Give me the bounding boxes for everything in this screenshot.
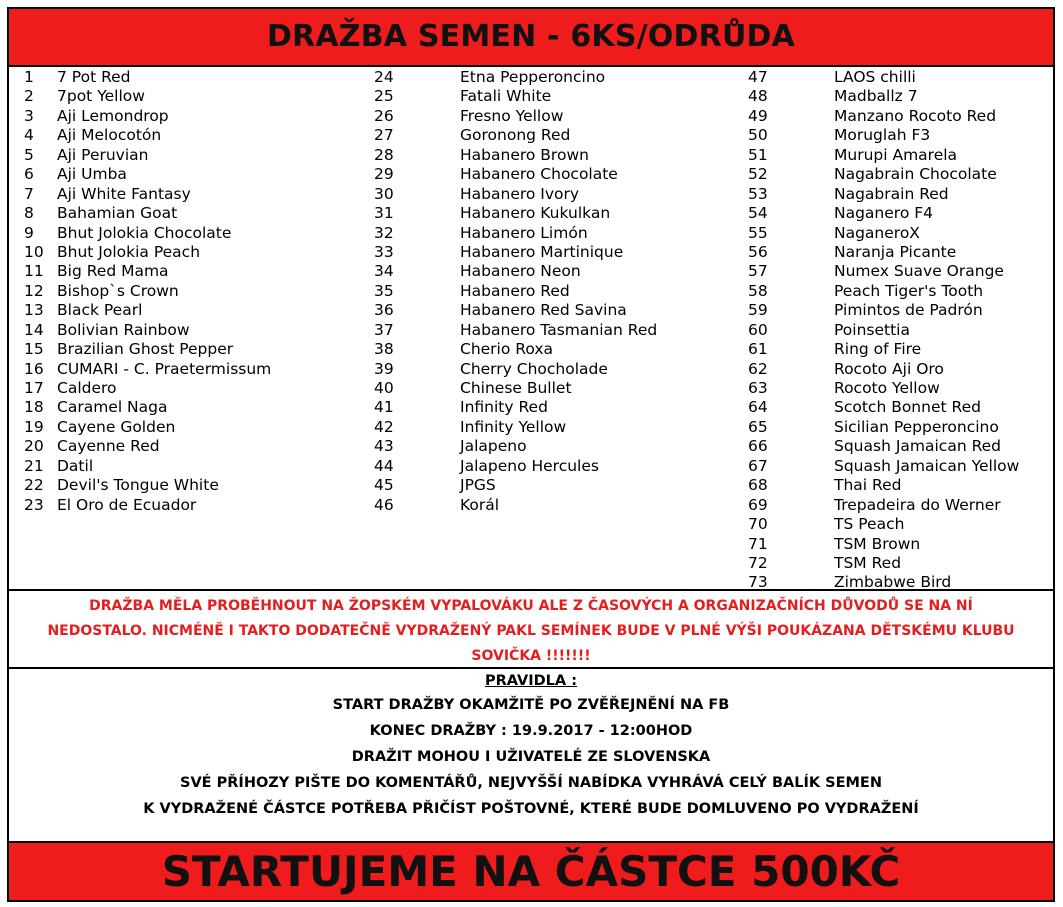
item-name: Black Pearl xyxy=(57,301,143,320)
item-number: 57 xyxy=(748,262,768,281)
item-name: Infinity Yellow xyxy=(460,417,567,436)
item-number: 72 xyxy=(748,553,768,572)
item-number: 68 xyxy=(748,476,768,495)
item-name: Cherry Chocholade xyxy=(460,359,608,378)
item-number: 18 xyxy=(24,398,44,417)
item-number: 34 xyxy=(374,262,394,281)
item-name: JPGS xyxy=(460,476,496,495)
item-name: Pimintos de Padrón xyxy=(834,301,983,320)
item-number: 1 xyxy=(24,68,34,86)
item-number: 59 xyxy=(748,301,768,320)
item-name: Habanero Chocolate xyxy=(460,165,618,184)
item-name: Habanero Ivory xyxy=(460,184,580,203)
item-name: Habanero Limón xyxy=(460,223,588,242)
item-name: Habanero Brown xyxy=(460,145,589,164)
item-name: Zimbabwe Bird xyxy=(834,573,952,592)
item-number: 23 xyxy=(24,495,44,514)
item-name: Squash Jamaican Red xyxy=(834,437,1002,456)
item-name: Fresno Yellow xyxy=(460,106,564,125)
item-name: Thai Red xyxy=(834,476,902,495)
item-name: Jalapeno xyxy=(460,437,527,456)
auction-sheet xyxy=(7,7,1055,902)
item-number: 50 xyxy=(748,126,768,145)
item-number: 61 xyxy=(748,340,768,359)
notice-line: NEDOSTALO. NICMÉNĚ I TAKTO DODATEČNĚ VYDRAŽENÝ PAKL SEMÍNEK BUDE V PLNÉ VÝŠI POUKÁZANA DĚTSKÉMU KLUBU xyxy=(47,623,1015,639)
item-name: Murupi Amarela xyxy=(834,145,958,164)
item-number: 67 xyxy=(748,456,768,475)
item-number: 20 xyxy=(24,437,44,456)
item-number: 33 xyxy=(374,242,394,261)
item-name: Habanero Tasmanian Red xyxy=(460,320,658,339)
item-name: Cherio Roxa xyxy=(460,340,554,359)
starting-price-banner: STARTUJEME NA ČÁSTCE 500KČ xyxy=(9,843,1053,900)
rules-title: PRAVIDLA : xyxy=(485,673,577,689)
item-name: Bhut Jolokia Peach xyxy=(57,242,201,261)
item-name: Peach Tiger's Tooth xyxy=(834,281,984,300)
item-number: 41 xyxy=(374,398,394,417)
notice-line: SOVIČKA !!!!!!! xyxy=(471,648,591,664)
variety-list xyxy=(9,67,1053,591)
item-name: Big Red Mama xyxy=(57,262,169,281)
rules-section xyxy=(9,669,1053,843)
item-number: 46 xyxy=(374,495,394,514)
item-number: 37 xyxy=(374,320,394,339)
item-number: 35 xyxy=(374,281,394,300)
item-name: Etna Pepperoncino xyxy=(460,68,606,86)
item-name: Rocoto Aji Oro xyxy=(834,359,944,378)
notice-text xyxy=(9,591,1053,669)
item-number: 39 xyxy=(374,359,394,378)
item-number: 25 xyxy=(374,87,394,106)
item-name: Aji Umba xyxy=(57,165,127,184)
item-number: 71 xyxy=(748,534,768,553)
item-name: Habanero Kukulkan xyxy=(460,204,611,223)
item-name: TSM Red xyxy=(834,553,902,572)
item-number: 14 xyxy=(24,320,44,339)
item-number: 47 xyxy=(748,68,768,86)
item-name: Infinity Red xyxy=(460,398,548,417)
item-number: 54 xyxy=(748,204,768,223)
item-name: Habanero Red xyxy=(460,281,570,300)
item-number: 12 xyxy=(24,281,44,300)
item-number: 55 xyxy=(748,223,768,242)
item-number: 42 xyxy=(374,417,394,436)
item-number: 19 xyxy=(24,417,44,436)
item-name: NaganeroX xyxy=(834,223,920,242)
item-number: 32 xyxy=(374,223,394,242)
item-number: 6 xyxy=(24,165,34,184)
item-name: Moruglah F3 xyxy=(834,126,931,145)
item-name: Naganero F4 xyxy=(834,204,934,223)
item-name: Scotch Bonnet Red xyxy=(834,398,981,417)
item-name: TSM Brown xyxy=(834,534,921,553)
item-number: 15 xyxy=(24,340,44,359)
item-name: 7pot Yellow xyxy=(57,87,145,106)
item-name: Aji White Fantasy xyxy=(57,184,191,203)
item-number: 48 xyxy=(748,87,768,106)
item-name: Bolivian Rainbow xyxy=(57,320,190,339)
rule-line: SVÉ PŘÍHOZY PIŠTE DO KOMENTÁŘŮ, NEJVYŠŠÍ NABÍDKA VYHRÁVÁ CELÝ BALÍK SEMEN xyxy=(180,775,882,791)
item-number: 26 xyxy=(374,106,394,125)
item-number: 56 xyxy=(748,242,768,261)
item-number: 51 xyxy=(748,145,768,164)
item-name: CUMARI - C. Praetermissum xyxy=(57,359,272,378)
rule-line: K VYDRAŽENÉ ČÁSTCE POTŘEBA PŘIČÍST POŠTOVNÉ, KTERÉ BUDE DOMLUVENO PO VYDRAŽENÍ xyxy=(143,801,919,817)
item-number: 58 xyxy=(748,281,768,300)
item-number: 22 xyxy=(24,476,44,495)
item-number: 62 xyxy=(748,359,768,378)
item-number: 65 xyxy=(748,417,768,436)
item-name: Caldero xyxy=(57,379,117,397)
item-name: Naranja Picante xyxy=(834,242,957,261)
item-name: Manzano Rocoto Red xyxy=(834,106,997,125)
item-number: 27 xyxy=(374,126,394,145)
item-number: 43 xyxy=(374,437,394,456)
item-name: Aji Lemondrop xyxy=(57,106,169,125)
item-name: Bhut Jolokia Chocolate xyxy=(57,223,232,242)
item-name: Numex Suave Orange xyxy=(834,262,1004,281)
item-number: 11 xyxy=(24,262,44,281)
item-number: 73 xyxy=(748,573,768,592)
item-number: 36 xyxy=(374,301,394,320)
item-number: 10 xyxy=(24,242,44,261)
notice-line: DRAŽBA MĚLA PROBĚHNOUT NA ŽOPSKÉM VYPALOVÁKU ALE Z ČASOVÝCH A ORGANIZAČNÍCH DŮVODŮ SE NA NÍ xyxy=(89,598,973,614)
item-name: Ring of Fire xyxy=(834,340,922,359)
item-number: 53 xyxy=(748,184,768,203)
item-number: 44 xyxy=(374,456,394,475)
item-number: 4 xyxy=(24,126,34,145)
item-name: Goronong Red xyxy=(460,126,571,145)
item-number: 2 xyxy=(24,87,34,106)
item-name: Habanero Martinique xyxy=(460,242,624,261)
item-name: Bishop`s Crown xyxy=(57,281,179,300)
item-number: 31 xyxy=(374,204,394,223)
item-name: Sicilian Pepperoncino xyxy=(834,417,999,436)
item-name: Habanero Red Savina xyxy=(460,301,627,320)
item-number: 24 xyxy=(374,68,394,86)
item-number: 66 xyxy=(748,437,768,456)
item-name: Jalapeno Hercules xyxy=(460,456,599,475)
item-number: 40 xyxy=(374,379,394,397)
rule-line: START DRAŽBY OKAMŽITĚ PO ZVĚŘEJNĚNÍ NA FB xyxy=(332,697,730,713)
item-number: 45 xyxy=(374,476,394,495)
item-name: Poinsettia xyxy=(834,320,910,339)
item-number: 52 xyxy=(748,165,768,184)
item-name: Aji Peruvian xyxy=(57,145,149,164)
item-name: El Oro de Ecuador xyxy=(57,495,197,514)
item-name: 7 Pot Red xyxy=(57,68,131,86)
item-number: 63 xyxy=(748,379,768,397)
item-number: 3 xyxy=(24,106,34,125)
item-number: 28 xyxy=(374,145,394,164)
item-name: LAOS chilli xyxy=(834,68,916,86)
item-name: Nagabrain Red xyxy=(834,184,949,203)
item-number: 7 xyxy=(24,184,34,203)
item-name: Fatali White xyxy=(460,87,552,106)
item-name: Bahamian Goat xyxy=(57,204,178,223)
item-name: Madballz 7 xyxy=(834,87,918,106)
item-number: 70 xyxy=(748,515,768,534)
item-number: 60 xyxy=(748,320,768,339)
item-number: 9 xyxy=(24,223,34,242)
item-number: 16 xyxy=(24,359,44,378)
item-number: 64 xyxy=(748,398,768,417)
item-name: Datil xyxy=(57,456,94,475)
item-name: Devil's Tongue White xyxy=(57,476,219,495)
item-name: Trepadeira do Werner xyxy=(834,495,1001,514)
item-name: Rocoto Yellow xyxy=(834,379,940,397)
item-number: 8 xyxy=(24,204,34,223)
item-number: 30 xyxy=(374,184,394,203)
item-name: TS Peach xyxy=(834,515,905,534)
item-number: 49 xyxy=(748,106,768,125)
item-number: 5 xyxy=(24,145,34,164)
item-name: Caramel Naga xyxy=(57,398,168,417)
item-number: 38 xyxy=(374,340,394,359)
item-name: Chinese Bullet xyxy=(460,379,572,397)
rule-line: KONEC DRAŽBY : 19.9.2017 - 12:00HOD xyxy=(369,723,693,739)
item-name: Habanero Neon xyxy=(460,262,581,281)
item-number: 13 xyxy=(24,301,44,320)
item-name: Nagabrain Chocolate xyxy=(834,165,997,184)
item-name: Aji Melocotón xyxy=(57,126,162,145)
item-number: 69 xyxy=(748,495,768,514)
item-name: Cayene Golden xyxy=(57,417,176,436)
rule-line: DRAŽIT MOHOU I UŽIVATELÉ ZE SLOVENSKA xyxy=(351,749,711,765)
item-number: 21 xyxy=(24,456,44,475)
item-name: Cayenne Red xyxy=(57,437,160,456)
page-title: DRAŽBA SEMEN - 6KS/ODRŮDA xyxy=(9,9,1053,67)
item-name: Korál xyxy=(460,495,500,514)
item-number: 29 xyxy=(374,165,394,184)
item-name: Squash Jamaican Yellow xyxy=(834,456,1020,475)
item-name: Brazilian Ghost Pepper xyxy=(57,340,234,359)
item-number: 17 xyxy=(24,379,44,397)
